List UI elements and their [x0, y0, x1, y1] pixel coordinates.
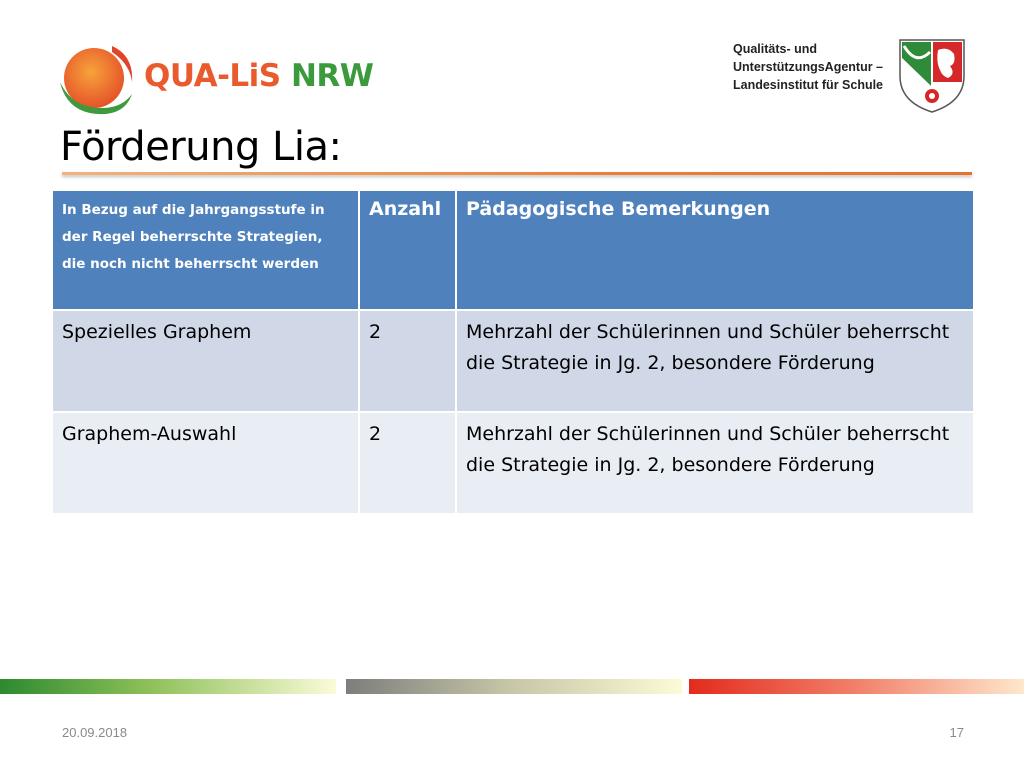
- agency-line-2: UnterstützungsAgentur –: [733, 60, 883, 74]
- footer-date: 20.09.2018: [62, 725, 128, 740]
- agency-line-1: Qualitäts- und: [733, 42, 818, 56]
- nrw-crest-icon: [896, 36, 968, 114]
- green-decor-band: [0, 679, 336, 694]
- cell-count: 2: [359, 310, 456, 412]
- cell-count: 2: [359, 412, 456, 514]
- qualis-wordmark: QUA-LiS NRW: [144, 58, 374, 94]
- table-row: [52, 310, 974, 412]
- cell-strategy: Spezielles Graphem: [52, 310, 359, 412]
- cell-strategy: Graphem-Auswahl: [52, 412, 359, 514]
- agency-line-3: Landesinstitut für Schule: [733, 78, 884, 92]
- header-strategies: In Bezug auf die Jahrgangsstufe in der Regel beherrschte Strategien, die noch nicht beherrscht werden: [52, 190, 359, 310]
- slide-title: Förderung Lia:: [60, 124, 342, 170]
- support-table: [51, 189, 975, 515]
- header-count: Anzahl: [359, 190, 456, 310]
- title-underline: [62, 172, 972, 175]
- table-row: [52, 412, 974, 514]
- cell-remark: Mehrzahl der Schülerinnen und Schüler beherrscht die Strategie in Jg. 2, besondere Förderung: [456, 412, 974, 514]
- cell-remark: Mehrzahl der Schülerinnen und Schüler beherrscht die Strategie in Jg. 2, besondere Förderung: [456, 310, 974, 412]
- table-header-row: [52, 190, 974, 310]
- header-remarks: Pädagogische Bemerkungen: [456, 190, 974, 310]
- red-decor-band: [689, 679, 1024, 694]
- agency-name: [733, 40, 893, 94]
- gray-decor-band: [346, 679, 682, 694]
- qualis-circle-icon: [56, 42, 136, 118]
- page-number: 17: [949, 725, 964, 740]
- qualis-logo: [56, 40, 374, 120]
